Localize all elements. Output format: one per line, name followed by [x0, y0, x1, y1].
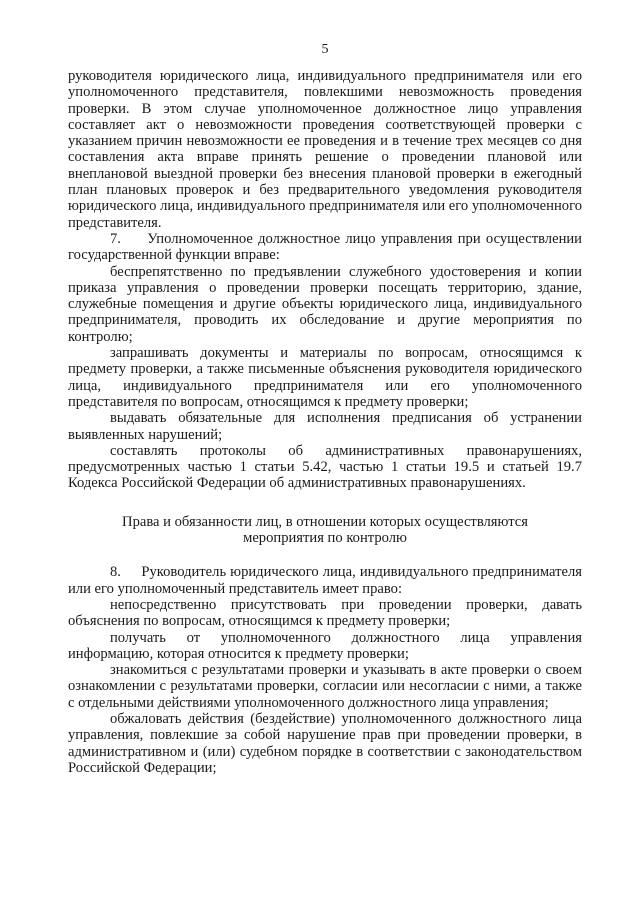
page-number: 5 — [321, 42, 329, 57]
section-heading-line-2: мероприятия по контролю — [243, 530, 407, 547]
paragraph-item-7: 7. Уполномоченное должностное лицо управления при осуществлении государственной функции вправе: — [68, 230, 582, 264]
paragraph-right-receive-information: получать от уполномоченного должностного лица управления информацию, которая относится к предмету проверки; — [68, 629, 582, 662]
paragraph-right-review-results: знакомиться с результатами проверки и указывать в акте проверки о своем ознакомлении с результатами проверки, согласии или несогласии с ними, а также с отдельными действиями уполномоченного должностного лица управления; — [68, 662, 582, 711]
paragraph-continuation: руководителя юридического лица, индивидуального предпринимателя или его уполномоченного представителя, повлекшими невозможность проведения проверки. В этом случае уполномоченное должностное лицо управления составляет акт о невозможности проведения соответствующей проверки с указанием причин невозможности ее проведения и в течение трех месяцев со дня составления акта вправе принять решение о проведении плановой или внеплановой выездной проверки без внесения плановой проверки в ежегодный план плановых проверок и без предварительного уведомления руководителя юридического лица, индивидуального предпринимателя или его уполномоченного представителя. — [68, 68, 582, 231]
paragraph-right-appeal: обжаловать действия (бездействие) уполномоченного должностного лица управления, повлекшие за собой нарушение прав при проведении проверки, в административном и (или) судебном порядке в соответствии с законодательством Российской Федерации; — [68, 710, 582, 776]
paragraph-right-access: беспрепятственно по предъявлении служебного удостоверения и копии приказа управления о проведении проверки посещать территорию, здание, служебные помещения и другие объекты юридического лица, индивидуального предпринимателя, проводить их обследование и другие мероприятия по контролю; — [68, 263, 582, 345]
section-heading — [68, 514, 582, 547]
paragraph-right-draw-protocols: составлять протоколы об административных правонарушениях, предусмотренных частью 1 статьи 5.42, частью 1 статьи 19.5 и статьей 19.7 Кодекса Российской Федерации об административных правонарушениях. — [68, 442, 582, 492]
paragraph-right-request-documents: запрашивать документы и материалы по вопросам, относящимся к предмету проверки, а также письменные объяснения руководителя юридического лица, индивидуального предпринимателя или его уполномоченного представителя по вопросам, относящимся к предмету проверки; — [68, 345, 582, 410]
paragraph-right-issue-orders: выдавать обязательные для исполнения предписания об устранении выявленных нарушений; — [68, 410, 582, 443]
paragraph-right-be-present: непосредственно присутствовать при проведении проверки, давать объяснения по вопросам, относящимся к предмету проверки; — [68, 596, 582, 630]
paragraph-item-8: 8. Руководитель юридического лица, индивидуального предпринимателя или его уполномоченный представитель имеет право: — [68, 564, 582, 597]
section-heading-line-1: Права и обязанности лиц, в отношении которых осуществляются — [122, 513, 528, 530]
